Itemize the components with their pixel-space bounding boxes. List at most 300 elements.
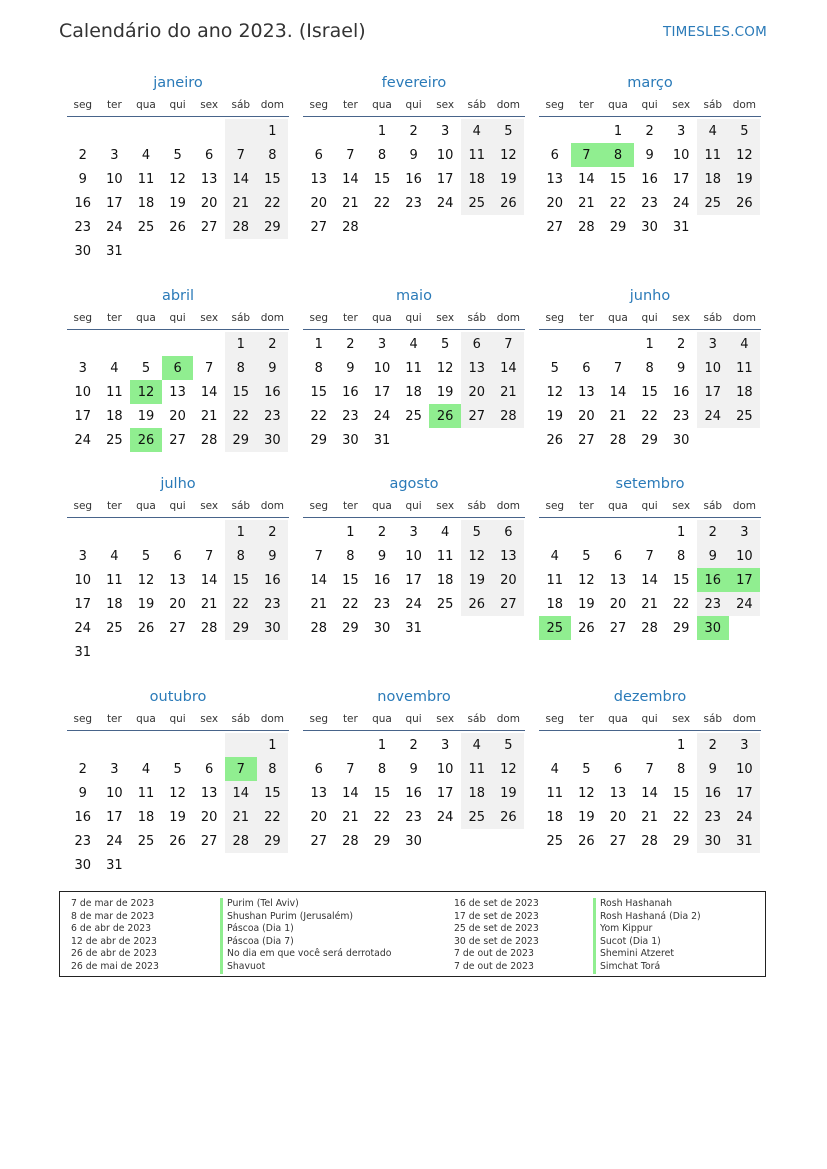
month-8 [303, 475, 525, 640]
day-cell: 1 [225, 520, 257, 544]
day-cell: 15 [310, 384, 328, 400]
day-cell: 4 [441, 524, 450, 540]
day-cell: 18 [106, 408, 123, 424]
month-name: maio [396, 288, 432, 304]
day-cell: 3 [729, 733, 761, 757]
day-cell: 8 [257, 757, 289, 781]
day-cell: 2 [78, 147, 87, 163]
day-cell: 15 [225, 568, 257, 592]
day-cell: 21 [641, 809, 658, 825]
day-cell: 3 [441, 123, 450, 139]
month-9 [539, 475, 761, 640]
day-cell: 4 [729, 332, 761, 356]
day-cell: 12 [493, 143, 525, 167]
day-cell: 28 [493, 404, 525, 428]
day-cell: 12 [729, 143, 761, 167]
day-cell: 1 [645, 336, 654, 352]
day-cell: 5 [550, 360, 559, 376]
weekday-label: qua [372, 312, 392, 324]
day-cell: 9 [697, 757, 729, 781]
holiday-date: 17 de set de 2023 [454, 910, 539, 922]
weekday-label: sex [436, 500, 455, 512]
day-cell: 10 [74, 384, 92, 400]
day-cell: 22 [641, 408, 658, 424]
weekday-label: qui [169, 713, 186, 725]
day-cell: 5 [141, 360, 151, 376]
day-cell: 6 [205, 761, 214, 777]
day-cell: 12 [436, 360, 454, 376]
day-cell: 21 [200, 596, 218, 612]
day-cell: 11 [137, 171, 155, 187]
day-grid [67, 733, 289, 877]
day-cell: 5 [582, 548, 591, 564]
day-cell: 26 [461, 592, 493, 616]
holiday-date: 7 de out de 2023 [454, 948, 534, 960]
day-cell: 4 [409, 336, 418, 352]
holiday-list [59, 891, 766, 977]
empty-cell [366, 215, 398, 239]
day-cell: 19 [137, 596, 155, 612]
holiday-name: Shavuot [220, 961, 391, 974]
day-cell: 3 [78, 360, 87, 376]
day-cell: 24 [106, 219, 123, 235]
day-cell: 22 [310, 408, 328, 424]
weekday-label: ter [106, 312, 122, 324]
month-name: setembro [615, 476, 685, 492]
day-cell: 9 [409, 761, 418, 777]
holiday-date: 8 de mar de 2023 [71, 910, 155, 922]
day-cell: 23 [405, 809, 422, 825]
day-cell: 4 [461, 119, 493, 143]
day-cell: 19 [578, 809, 595, 825]
day-cell: 30 [342, 432, 359, 448]
day-cell: 14 [493, 356, 525, 380]
empty-cell [303, 733, 335, 757]
day-cell: 19 [436, 384, 454, 400]
weekday-label: sex [672, 500, 691, 512]
day-cell: 22 [672, 596, 690, 612]
day-cell: 7 [346, 761, 355, 777]
empty-cell [225, 733, 257, 757]
day-cell: 4 [550, 548, 559, 564]
day-cell: 8 [225, 356, 257, 380]
empty-cell [634, 733, 666, 757]
holiday-date: 6 de abr de 2023 [71, 923, 152, 935]
day-cell: 22 [257, 805, 289, 829]
day-cell: 24 [729, 805, 761, 829]
weekday-header [539, 498, 761, 514]
month-2 [303, 74, 525, 239]
day-grid [303, 733, 525, 853]
day-cell: 1 [677, 524, 686, 540]
day-cell: 23 [257, 404, 289, 428]
day-cell: 4 [461, 733, 493, 757]
day-cell: 16 [697, 781, 729, 805]
month-4 [67, 287, 289, 452]
holiday-date: 26 de mai de 2023 [71, 960, 159, 972]
day-cell: 6 [314, 147, 323, 163]
holiday-date: 26 de abr de 2023 [71, 948, 157, 960]
day-grid [303, 520, 525, 640]
day-cell: 27 [169, 620, 186, 636]
day-cell: 26 [546, 432, 564, 448]
day-cell: 20 [200, 809, 218, 825]
empty-cell [130, 640, 162, 664]
day-cell: 28 [200, 620, 218, 636]
day-cell: 13 [310, 171, 328, 187]
day-cell: 17 [373, 384, 391, 400]
day-cell: 19 [137, 408, 155, 424]
day-cell: 7 [205, 360, 214, 376]
day-cell: 10 [106, 785, 123, 801]
day-cell: 2 [677, 336, 686, 352]
empty-cell [225, 119, 257, 143]
holiday-name: Rosh Hashaná (Dia 2) [593, 911, 701, 924]
day-cell: 22 [373, 809, 391, 825]
weekday-label: dom [732, 99, 757, 111]
day-cell: 15 [257, 167, 289, 191]
day-cell: 22 [225, 592, 257, 616]
day-cell: 17 [436, 785, 454, 801]
day-cell: 2 [409, 123, 418, 139]
day-cell: 11 [137, 785, 155, 801]
day-cell: 29 [310, 432, 328, 448]
holiday-day-cell: 16 [697, 568, 729, 592]
weekday-label: seg [309, 713, 329, 725]
day-cell: 31 [106, 243, 123, 259]
weekday-label: seg [309, 312, 329, 324]
day-cell: 7 [645, 548, 654, 564]
day-cell: 1 [377, 737, 387, 753]
day-cell: 17 [729, 781, 761, 805]
day-cell: 2 [697, 520, 729, 544]
day-cell: 21 [641, 596, 658, 612]
holiday-day-cell: 25 [539, 616, 571, 640]
day-cell: 12 [578, 572, 595, 588]
empty-cell [429, 428, 461, 452]
day-cell: 24 [106, 833, 123, 849]
day-cell: 27 [493, 592, 525, 616]
weekday-label: dom [732, 713, 757, 725]
header-rule [539, 116, 761, 117]
day-cell: 16 [672, 384, 690, 400]
day-cell: 2 [257, 332, 289, 356]
day-cell: 12 [169, 171, 186, 187]
day-cell: 11 [106, 572, 123, 588]
day-cell: 9 [645, 147, 654, 163]
empty-cell [398, 215, 430, 239]
empty-cell [461, 829, 493, 853]
header-rule [539, 517, 761, 518]
day-cell: 25 [137, 219, 155, 235]
day-cell: 11 [461, 143, 493, 167]
day-cell: 17 [697, 380, 729, 404]
day-cell: 16 [405, 785, 422, 801]
empty-cell [257, 239, 289, 263]
day-cell: 21 [225, 805, 257, 829]
day-cell: 2 [409, 737, 418, 753]
day-cell: 9 [346, 360, 355, 376]
day-cell: 1 [225, 332, 257, 356]
day-cell: 30 [74, 243, 92, 259]
day-cell: 27 [200, 833, 218, 849]
holiday-name: Páscoa (Dia 1) [220, 923, 391, 936]
empty-cell [193, 853, 225, 877]
day-cell: 13 [200, 785, 218, 801]
day-cell: 30 [74, 857, 92, 873]
holiday-name: Shemini Atzeret [593, 948, 701, 961]
day-cell: 29 [257, 215, 289, 239]
day-cell: 17 [106, 809, 123, 825]
page-title: Calendário do ano 2023. (Israel) [59, 20, 366, 42]
month-5 [303, 287, 525, 452]
weekday-label: qui [405, 713, 422, 725]
day-cell: 1 [377, 123, 387, 139]
empty-cell [493, 616, 525, 640]
month-name: agosto [389, 476, 439, 492]
empty-cell [130, 853, 162, 877]
empty-cell [257, 640, 289, 664]
day-cell: 13 [169, 384, 186, 400]
day-cell: 31 [405, 620, 422, 636]
month-name: junho [629, 288, 671, 304]
empty-cell [193, 239, 225, 263]
day-cell: 15 [342, 572, 359, 588]
holiday-day-cell: 8 [602, 143, 634, 167]
holiday-date: 7 de out de 2023 [454, 960, 534, 972]
day-cell: 20 [169, 408, 186, 424]
weekday-label: ter [106, 500, 122, 512]
weekday-label: qua [372, 500, 392, 512]
day-cell: 25 [137, 833, 155, 849]
empty-cell [225, 239, 257, 263]
weekday-label: qui [641, 99, 658, 111]
weekday-label: qui [405, 500, 422, 512]
day-cell: 11 [436, 548, 454, 564]
weekday-label: sex [200, 713, 219, 725]
day-cell: 11 [697, 143, 729, 167]
day-cell: 8 [677, 761, 686, 777]
empty-cell [571, 733, 603, 757]
weekday-label: qua [136, 312, 156, 324]
day-cell: 8 [225, 544, 257, 568]
weekday-label: sáb [703, 713, 723, 725]
month-10 [67, 688, 289, 877]
empty-cell [193, 332, 225, 356]
day-cell: 6 [461, 332, 493, 356]
empty-cell [461, 428, 493, 452]
day-cell: 3 [110, 761, 119, 777]
weekday-label: ter [578, 500, 594, 512]
holiday-date: 7 de mar de 2023 [71, 898, 155, 909]
weekday-header [303, 711, 525, 727]
day-cell: 29 [641, 432, 658, 448]
weekday-label: dom [732, 500, 757, 512]
day-cell: 30 [672, 432, 690, 448]
day-cell: 9 [409, 147, 418, 163]
day-cell: 11 [546, 572, 564, 588]
weekday-label: seg [309, 99, 329, 111]
day-cell: 5 [441, 336, 450, 352]
day-cell: 25 [697, 191, 729, 215]
month-name: janeiro [153, 75, 203, 91]
empty-cell [303, 119, 335, 143]
day-cell: 25 [436, 596, 454, 612]
day-cell: 4 [550, 761, 559, 777]
weekday-label: sex [200, 312, 219, 324]
day-cell: 16 [641, 171, 658, 187]
empty-cell [571, 520, 603, 544]
day-cell: 20 [200, 195, 218, 211]
empty-cell [398, 428, 430, 452]
day-cell: 10 [672, 147, 690, 163]
day-cell: 21 [342, 809, 359, 825]
empty-cell [162, 853, 194, 877]
day-cell: 5 [173, 147, 182, 163]
weekday-header [303, 97, 525, 113]
day-cell: 27 [310, 833, 328, 849]
empty-cell [571, 332, 603, 356]
weekday-label: ter [342, 713, 358, 725]
day-cell: 27 [169, 432, 186, 448]
day-cell: 13 [546, 171, 564, 187]
month-name: dezembro [613, 689, 687, 705]
day-cell: 1 [677, 737, 686, 753]
day-cell: 18 [436, 572, 454, 588]
day-cell: 26 [578, 620, 595, 636]
day-cell: 19 [461, 568, 493, 592]
day-cell: 28 [342, 833, 359, 849]
weekday-label: qui [405, 99, 422, 111]
weekday-label: qua [608, 99, 628, 111]
day-cell: 5 [461, 520, 493, 544]
day-cell: 26 [169, 219, 186, 235]
day-cell: 5 [493, 119, 525, 143]
weekday-label: qui [641, 500, 658, 512]
holiday-name: Yom Kippur [593, 923, 701, 936]
day-cell: 1 [257, 119, 289, 143]
weekday-label: qua [608, 500, 628, 512]
day-grid [67, 119, 289, 263]
empty-cell [130, 332, 162, 356]
holiday-day-cell: 12 [130, 380, 162, 404]
empty-cell [303, 520, 335, 544]
day-cell: 6 [314, 761, 323, 777]
empty-cell [130, 119, 162, 143]
day-cell: 3 [677, 123, 686, 139]
day-cell: 8 [645, 360, 654, 376]
day-cell: 23 [74, 833, 92, 849]
day-cell: 15 [672, 572, 690, 588]
day-cell: 29 [225, 616, 257, 640]
month-11 [303, 688, 525, 853]
day-cell: 26 [578, 833, 595, 849]
weekday-label: seg [545, 713, 565, 725]
day-cell: 18 [137, 809, 155, 825]
weekday-label: sex [200, 500, 219, 512]
day-cell: 4 [141, 761, 151, 777]
day-cell: 21 [225, 191, 257, 215]
day-cell: 29 [342, 620, 359, 636]
day-cell: 14 [225, 167, 257, 191]
day-cell: 5 [141, 548, 151, 564]
header-rule [67, 517, 289, 518]
weekday-label: qua [372, 99, 392, 111]
day-cell: 28 [578, 219, 595, 235]
day-cell: 16 [373, 572, 391, 588]
empty-cell [99, 640, 131, 664]
weekday-header [67, 498, 289, 514]
holiday-dates-right [454, 898, 539, 974]
holiday-day-cell: 7 [571, 143, 603, 167]
header-rule [303, 517, 525, 518]
day-cell: 29 [257, 829, 289, 853]
month-3 [539, 74, 761, 239]
empty-cell [67, 520, 99, 544]
weekday-label: qua [372, 713, 392, 725]
day-cell: 23 [697, 805, 729, 829]
day-cell: 10 [729, 757, 761, 781]
weekday-label: qui [169, 312, 186, 324]
day-cell: 20 [169, 596, 186, 612]
day-cell: 22 [672, 809, 690, 825]
day-cell: 12 [137, 572, 155, 588]
day-cell: 15 [641, 384, 658, 400]
month-12 [539, 688, 761, 853]
day-cell: 3 [110, 147, 119, 163]
day-cell: 26 [729, 191, 761, 215]
day-cell: 25 [729, 404, 761, 428]
day-cell: 24 [373, 408, 391, 424]
empty-cell [193, 733, 225, 757]
day-cell: 18 [729, 380, 761, 404]
day-cell: 2 [645, 123, 654, 139]
day-cell: 29 [225, 428, 257, 452]
day-cell: 1 [613, 123, 623, 139]
day-cell: 23 [74, 219, 92, 235]
day-cell: 23 [405, 195, 422, 211]
weekday-label: sex [436, 713, 455, 725]
day-cell: 7 [314, 548, 323, 564]
day-cell: 24 [436, 809, 454, 825]
weekday-label: qui [405, 312, 422, 324]
day-cell: 30 [257, 428, 289, 452]
day-cell: 5 [493, 733, 525, 757]
holiday-date: 12 de abr de 2023 [71, 935, 157, 947]
weekday-label: sáb [467, 500, 487, 512]
day-cell: 20 [461, 380, 493, 404]
day-cell: 25 [106, 432, 123, 448]
day-cell: 15 [257, 781, 289, 805]
day-cell: 21 [200, 408, 218, 424]
day-cell: 29 [672, 833, 690, 849]
day-cell: 4 [110, 360, 119, 376]
day-cell: 12 [578, 785, 595, 801]
day-cell: 14 [641, 785, 658, 801]
weekday-label: dom [732, 312, 757, 324]
day-cell: 13 [609, 572, 627, 588]
holiday-day-cell: 17 [729, 568, 761, 592]
month-name: fevereiro [381, 75, 447, 91]
weekday-label: qua [136, 713, 156, 725]
day-cell: 25 [405, 408, 422, 424]
holiday-name: Rosh Hashanah [593, 898, 701, 911]
day-cell: 14 [609, 384, 627, 400]
weekday-label: sáb [703, 312, 723, 324]
brand-link[interactable]: TIMESLES.COM [663, 24, 767, 40]
day-cell: 27 [461, 404, 493, 428]
header-rule [67, 730, 289, 731]
